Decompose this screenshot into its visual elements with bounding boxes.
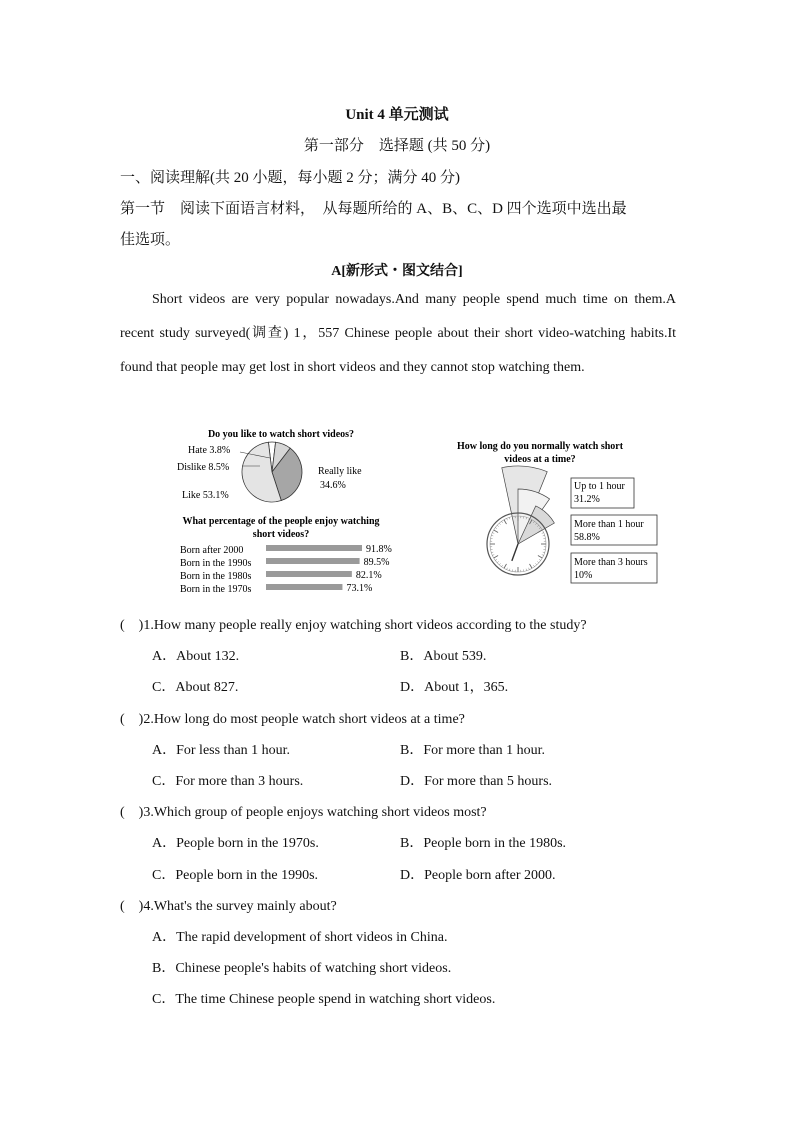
clock-tick xyxy=(529,568,530,570)
clock-title-2: videos at a time? xyxy=(504,454,576,465)
clock-tick xyxy=(509,569,510,571)
bar-2 xyxy=(266,571,352,577)
question-2-option-d[interactable]: D．For more than 5 hours. xyxy=(400,774,553,789)
clock-tick xyxy=(491,535,493,536)
part-heading: 第一部分 选择题 (共 50 分) xyxy=(303,138,491,154)
legend-value-2: 58.8% xyxy=(574,532,600,543)
clock-tick xyxy=(543,552,545,553)
question-2-option-b[interactable]: B．For more than 1 hour. xyxy=(400,743,546,758)
clock-tick xyxy=(499,523,500,524)
question-1-option-b[interactable]: B．About 539. xyxy=(400,649,487,664)
clock-tick xyxy=(543,535,545,536)
clock-tick xyxy=(491,552,493,553)
clock-title-1: How long do you normally watch short xyxy=(456,441,624,452)
pie1-label-dislike: Dislike 8.5% xyxy=(177,462,230,473)
question-2-option-a[interactable]: A．For less than 1 hour. xyxy=(152,743,291,758)
question-2-stem: ( )2.How long do most people watch short videos at a time? xyxy=(120,712,465,727)
clock-tick xyxy=(539,559,541,560)
legend-value-3: 10% xyxy=(574,570,593,581)
legend-label-1: Up to 1 hour xyxy=(574,481,625,492)
clock-tick xyxy=(538,556,542,559)
legend-label-3: More than 3 hours xyxy=(574,557,648,568)
pie1-label-really-like-value: 34.6% xyxy=(320,480,346,491)
charts-figure xyxy=(160,420,680,600)
clock-tick xyxy=(495,559,497,560)
question-1-option-c[interactable]: C．About 827. xyxy=(152,680,239,695)
question-2-option-c[interactable]: C．For more than 3 hours. xyxy=(152,774,304,789)
pie1-label-hate: Hate 3.8% xyxy=(188,445,231,456)
bar-1 xyxy=(266,558,360,564)
clock-tick xyxy=(497,525,498,526)
clock-tick xyxy=(526,569,527,571)
legend-value-1: 31.2% xyxy=(574,494,600,505)
clock-tick xyxy=(502,521,503,523)
pie1-group xyxy=(242,442,302,502)
clock-tick xyxy=(530,564,533,568)
clock-tick xyxy=(533,565,534,567)
clock-tick xyxy=(492,555,494,556)
clock-tick xyxy=(504,520,507,524)
bar-value-label-0: 91.8% xyxy=(366,544,392,555)
clock-tick xyxy=(537,561,538,562)
clock-tick xyxy=(535,563,536,564)
clock-tick xyxy=(542,555,544,556)
question-3-option-b[interactable]: B．People born in the 1980s. xyxy=(400,836,567,851)
clock-tick xyxy=(509,517,510,519)
clock-tick xyxy=(504,564,507,568)
legend-label-2: More than 1 hour xyxy=(574,519,644,530)
question-3-option-d[interactable]: D．People born after 2000. xyxy=(400,868,556,883)
section-heading: 一、阅读理解(共 20 小题，每小题 2 分；满分 40 分) xyxy=(120,170,460,186)
bar-category-0: Born after 2000 xyxy=(180,545,244,556)
instruction-line-2: 佳选项。 xyxy=(120,232,181,248)
bar-category-1: Born in the 1990s xyxy=(180,558,252,569)
question-4-option-b[interactable]: B．Chinese people's habits of watching short videos. xyxy=(152,961,452,976)
bar-marks xyxy=(266,544,392,594)
passage-label: A[新形式・图文结合] xyxy=(331,264,463,279)
clock-tick xyxy=(494,556,498,559)
bar-value-label-2: 82.1% xyxy=(355,570,382,581)
question-3-stem: ( )3.Which group of people enjoys watching short videos most? xyxy=(120,805,487,820)
clock-tick xyxy=(542,533,544,534)
bar-category-3: Born in the 1970s xyxy=(180,584,252,595)
clock-tick xyxy=(495,528,497,529)
question-3-option-c[interactable]: C．People born in the 1990s. xyxy=(152,868,319,883)
question-3-option-a[interactable]: A．People born in the 1970s. xyxy=(152,836,319,851)
clock-tick xyxy=(494,530,498,533)
passage-text: Short videos are very popular nowadays.And many people spend much time on them.A recent study surveyed(调查) 1，557 Chinese people about their short video-watching habits.It found that people may get lost in short videos and they cannot stop watching them. xyxy=(120,292,676,375)
pie1-title: Do you like to watch short videos? xyxy=(207,429,355,440)
bar-title-2: short videos? xyxy=(252,529,310,540)
clock-tick xyxy=(507,518,508,520)
pie1-label-like: Like 53.1% xyxy=(182,490,229,501)
question-1-stem: ( )1.How many people really enjoy watching short videos according to the study? xyxy=(120,618,587,633)
bar-3 xyxy=(266,584,342,590)
clock-chart xyxy=(487,466,554,575)
question-4-option-a[interactable]: A．The rapid development of short videos in China. xyxy=(152,930,448,945)
page-title: Unit 4 单元测试 xyxy=(345,107,449,123)
clock-tick xyxy=(492,533,494,534)
clock-tick xyxy=(502,565,503,567)
bar-0 xyxy=(266,545,362,551)
question-4-option-c[interactable]: C．The time Chinese people spend in watching short videos. xyxy=(152,992,496,1007)
question-1-option-d[interactable]: D．About 1，365. xyxy=(400,680,509,695)
bar-title-1: What percentage of the people enjoy watching xyxy=(182,516,380,527)
bar-value-label-3: 73.1% xyxy=(346,583,373,594)
bar-category-2: Born in the 1980s xyxy=(180,571,252,582)
clock-hand xyxy=(512,544,518,561)
clock-tick xyxy=(507,568,508,570)
question-1-option-a[interactable]: A．About 132. xyxy=(152,649,240,664)
bar-value-label-1: 89.5% xyxy=(363,557,390,568)
clock-tick xyxy=(497,561,498,562)
instruction-line-1: 第一节 阅读下面语言材料， 从每题所给的 A、B、C、D 四个选项中选出最 xyxy=(120,201,627,217)
question-4-stem: ( )4.What's the survey mainly about? xyxy=(120,899,337,914)
pie1-label-really-like: Really like xyxy=(318,466,362,477)
clock-tick xyxy=(499,563,500,564)
